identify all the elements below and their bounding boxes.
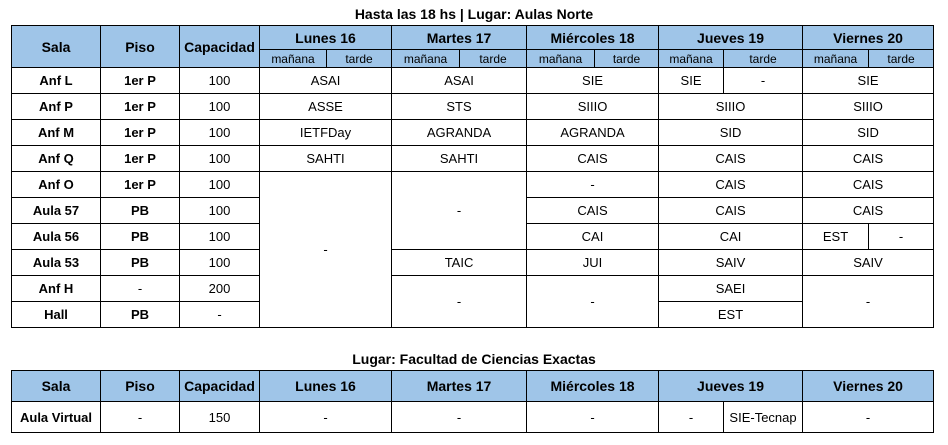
schedule-cell: SAIV <box>659 250 803 276</box>
header-martes: Martes 17 <box>392 26 527 50</box>
schedule-cell-martes-block-2: - <box>392 276 527 328</box>
schedule-cell: STS <box>392 94 527 120</box>
room-capacity: 100 <box>180 120 260 146</box>
schedule-cell: - <box>724 68 803 94</box>
room-name: Aula 57 <box>12 198 101 224</box>
schedule-cell: - <box>260 402 392 433</box>
room-capacity: - <box>180 302 260 328</box>
subheader-morning: mañana <box>803 50 869 68</box>
subheader-morning: mañana <box>260 50 327 68</box>
subheader-morning: mañana <box>527 50 595 68</box>
header-row <box>12 371 934 402</box>
schedule-cell: - <box>659 402 724 433</box>
room-name: Anf L <box>12 68 101 94</box>
schedule-cell: CAIS <box>527 198 659 224</box>
subheader-morning: mañana <box>659 50 724 68</box>
schedule-cell: CAIS <box>659 172 803 198</box>
schedule-cell: SIIIO <box>803 94 934 120</box>
schedule-cell-martes-block: - <box>392 172 527 250</box>
schedule-cell: ASAI <box>260 68 392 94</box>
room-capacity: 100 <box>180 68 260 94</box>
subheader-afternoon: tarde <box>327 50 392 68</box>
schedule-cell: SIE-Tecnap <box>724 402 803 433</box>
table2-title: Lugar: Facultad de Ciencias Exactas <box>352 351 596 367</box>
schedule-cell: SID <box>659 120 803 146</box>
header-sala: Sala <box>12 371 101 402</box>
room-floor: PB <box>101 198 180 224</box>
schedule-cell: SAHTI <box>260 146 392 172</box>
room-name: Aula 53 <box>12 250 101 276</box>
header-miercoles: Miércoles 18 <box>527 371 659 402</box>
room-capacity: 100 <box>180 146 260 172</box>
schedule-cell: - <box>803 402 934 433</box>
schedule-cell: SID <box>803 120 934 146</box>
room-capacity: 100 <box>180 224 260 250</box>
schedule-cell: TAIC <box>392 250 527 276</box>
schedule-cell: - <box>527 172 659 198</box>
header-jueves: Jueves 19 <box>659 371 803 402</box>
schedule-cell: AGRANDA <box>392 120 527 146</box>
room-floor: PB <box>101 224 180 250</box>
room-name: Anf M <box>12 120 101 146</box>
schedule-cell: SIIIO <box>527 94 659 120</box>
schedule-cell: - <box>527 402 659 433</box>
room-name: Anf O <box>12 172 101 198</box>
schedule-cell: EST <box>659 302 803 328</box>
header-lunes: Lunes 16 <box>260 371 392 402</box>
schedule-cell: CAIS <box>803 172 934 198</box>
table-row <box>12 94 934 120</box>
schedule-cell: ASSE <box>260 94 392 120</box>
schedule-cell: SIE <box>803 68 934 94</box>
room-floor: 1er P <box>101 68 180 94</box>
schedule-table-ciencias-exactas <box>11 370 934 433</box>
schedule-cell: CAIS <box>659 198 803 224</box>
schedule-cell: SIE <box>659 68 724 94</box>
room-floor: 1er P <box>101 94 180 120</box>
header-capacidad: Capacidad <box>180 371 260 402</box>
schedule-cell: AGRANDA <box>527 120 659 146</box>
room-name: Aula Virtual <box>12 402 101 433</box>
schedule-cell: SIIIO <box>659 94 803 120</box>
header-row <box>12 26 934 50</box>
schedule-cell: SIE <box>527 68 659 94</box>
header-piso: Piso <box>101 371 180 402</box>
table-row <box>12 146 934 172</box>
room-floor: - <box>101 276 180 302</box>
room-floor: 1er P <box>101 146 180 172</box>
table-row <box>12 250 934 276</box>
schedule-cell: SAHTI <box>392 146 527 172</box>
room-capacity: 100 <box>180 94 260 120</box>
room-floor: 1er P <box>101 172 180 198</box>
table-row <box>12 172 934 198</box>
header-sala: Sala <box>12 26 101 68</box>
room-floor: - <box>101 402 180 433</box>
table-row <box>12 276 934 302</box>
table1-title: Hasta las 18 hs | Lugar: Aulas Norte <box>354 6 594 22</box>
room-name: Aula 56 <box>12 224 101 250</box>
room-capacity: 200 <box>180 276 260 302</box>
subheader-afternoon: tarde <box>724 50 803 68</box>
table-row <box>12 68 934 94</box>
schedule-cell: - <box>869 224 934 250</box>
schedule-cell: CAIS <box>527 146 659 172</box>
room-name: Anf Q <box>12 146 101 172</box>
room-name: Anf H <box>12 276 101 302</box>
schedule-cell: IETFDay <box>260 120 392 146</box>
header-lunes: Lunes 16 <box>260 26 392 50</box>
room-capacity: 150 <box>180 402 260 433</box>
schedule-cell: - <box>392 402 527 433</box>
room-floor: PB <box>101 302 180 328</box>
schedule-cell: CAIS <box>803 198 934 224</box>
schedule-cell: EST <box>803 224 869 250</box>
schedule-cell: JUI <box>527 250 659 276</box>
schedule-cell: CAI <box>659 224 803 250</box>
table-row <box>12 120 934 146</box>
header-piso: Piso <box>101 26 180 68</box>
room-capacity: 100 <box>180 250 260 276</box>
schedule-cell: SAIV <box>803 250 934 276</box>
header-martes: Martes 17 <box>392 371 527 402</box>
subheader-afternoon: tarde <box>595 50 659 68</box>
subheader-afternoon: tarde <box>869 50 934 68</box>
room-floor: 1er P <box>101 120 180 146</box>
room-floor: PB <box>101 250 180 276</box>
subheader-morning: mañana <box>392 50 460 68</box>
header-jueves: Jueves 19 <box>659 26 803 50</box>
header-miercoles: Miércoles 18 <box>527 26 659 50</box>
schedule-cell: ASAI <box>392 68 527 94</box>
room-capacity: 100 <box>180 198 260 224</box>
schedule-cell-lunes-block: - <box>260 172 392 328</box>
header-viernes: Viernes 20 <box>803 371 934 402</box>
subheader-afternoon: tarde <box>460 50 527 68</box>
schedule-cell: CAIS <box>659 146 803 172</box>
room-capacity: 100 <box>180 172 260 198</box>
schedule-cell-viernes-block: - <box>803 276 934 328</box>
schedule-cell: CAI <box>527 224 659 250</box>
schedule-cell: SAEI <box>659 276 803 302</box>
schedule-cell-miercoles-block: - <box>527 276 659 328</box>
room-name: Hall <box>12 302 101 328</box>
schedule-table-aulas-norte <box>11 25 934 328</box>
table-row <box>12 402 934 433</box>
header-viernes: Viernes 20 <box>803 26 934 50</box>
room-name: Anf P <box>12 94 101 120</box>
schedule-cell: CAIS <box>803 146 934 172</box>
header-capacidad: Capacidad <box>180 26 260 68</box>
